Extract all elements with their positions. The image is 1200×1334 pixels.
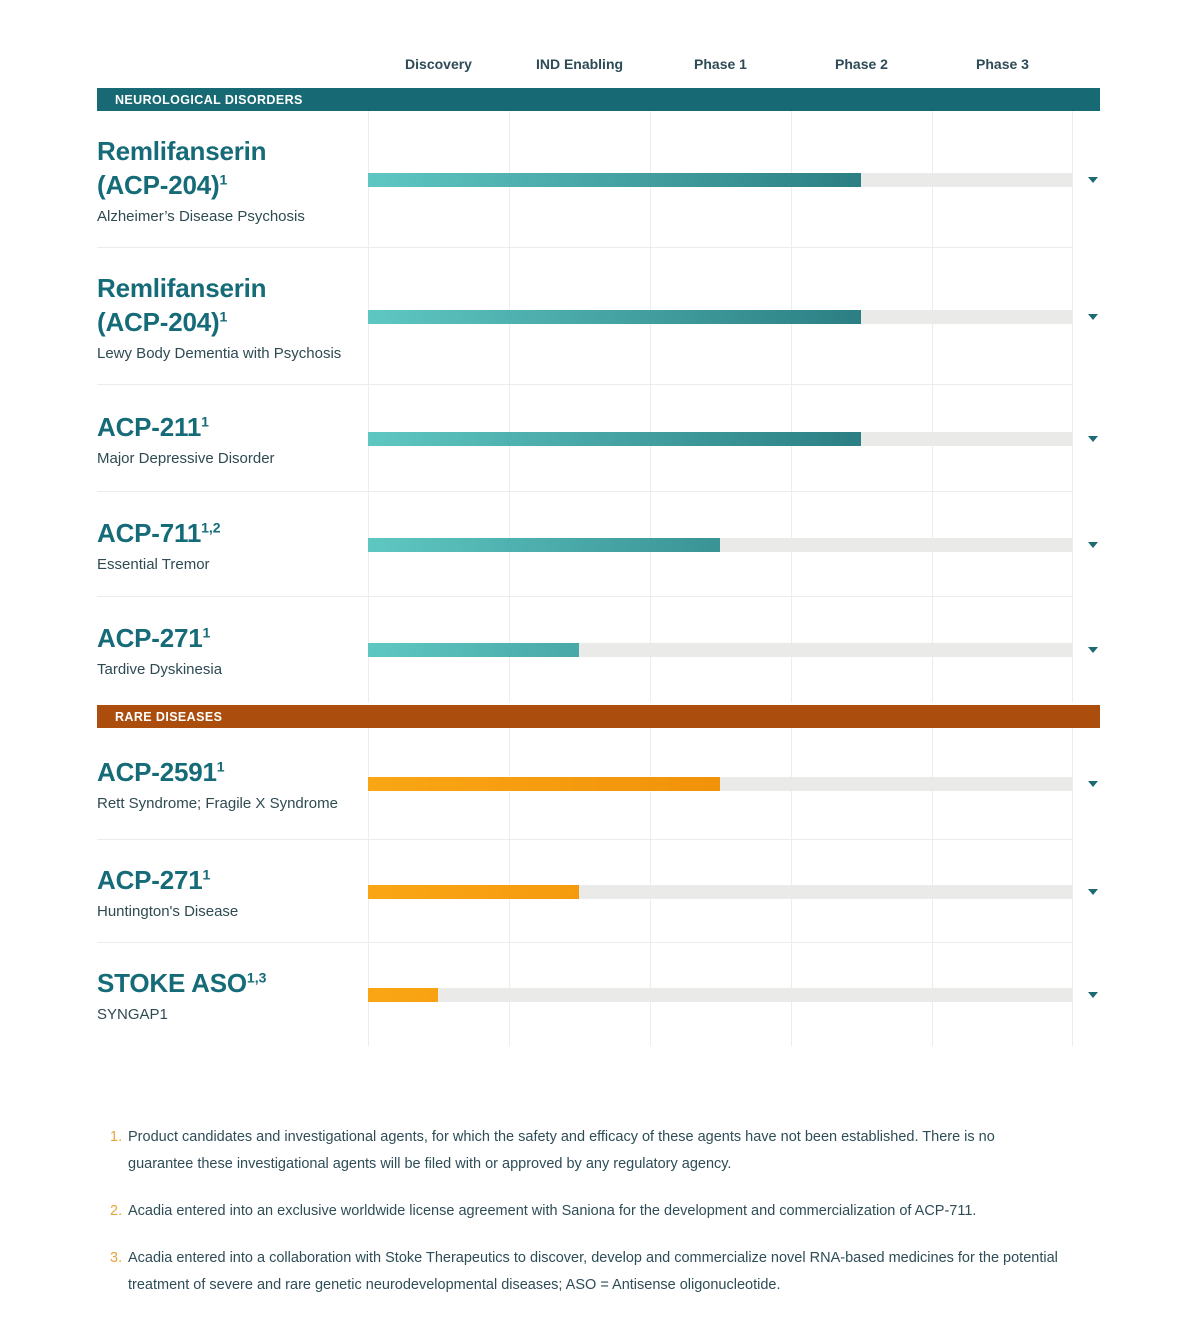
footnote-marker: 1,3 (246, 968, 267, 985)
program-indication: Tardive Dyskinesia (97, 660, 223, 678)
program-label (97, 966, 368, 1024)
progress-bar-track (368, 885, 1072, 899)
section-neurological-disorders (97, 111, 1100, 702)
progress-grid (368, 248, 1073, 385)
program-name: ACP-711$^{1,2}$ (97, 517, 221, 548)
program-row (97, 597, 1100, 702)
program-label (97, 863, 368, 921)
progress-bar-track (368, 538, 1072, 552)
program-label (97, 134, 368, 226)
program-row (97, 943, 1100, 1046)
progress-grid (368, 943, 1073, 1046)
program-name: Remlifanserin $(ACP-204)^1$ (97, 135, 267, 200)
program-label (97, 755, 368, 813)
chevron-down-icon[interactable] (1088, 889, 1098, 895)
progress-bar-fill (368, 310, 861, 324)
footnote-marker: 1,2 (201, 518, 221, 535)
program-row (97, 248, 1100, 385)
footnote-item (110, 1124, 1070, 1178)
phase-header (368, 0, 1073, 88)
progress-bar-fill (368, 643, 579, 657)
program-row (97, 728, 1100, 840)
chevron-down-icon[interactable] (1088, 314, 1098, 320)
footnote-item (110, 1198, 1070, 1225)
progress-bar-fill (368, 777, 720, 791)
section-banner-neurological-disorders: NEUROLOGICAL DISORDERS (97, 88, 1100, 111)
program-name: ACP-$271^1$ (97, 864, 211, 895)
program-indication: Lewy Body Dementia with Psychosis (97, 344, 342, 362)
chevron-down-icon[interactable] (1088, 781, 1098, 787)
section-banner-rare-diseases: RARE DISEASES (97, 705, 1100, 728)
chevron-down-icon[interactable] (1088, 177, 1098, 183)
program-label (97, 516, 368, 574)
footnote-marker: 1 (201, 412, 209, 429)
footnote-marker: 1 (216, 758, 225, 775)
program-indication: SYNGAP1 (97, 1005, 168, 1023)
pipeline-chart (97, 0, 1100, 1046)
row-expand (1073, 781, 1100, 787)
program-indication: Essential Tremor (97, 555, 210, 573)
row-expand (1073, 647, 1100, 653)
progress-bar-fill (368, 988, 438, 1002)
chevron-down-icon[interactable] (1088, 436, 1098, 442)
progress-bar-track (368, 432, 1072, 446)
phase-header-phase1: Phase 1 (694, 56, 747, 72)
progress-bar-track (368, 643, 1072, 657)
program-name: ACP-2591$^1$ (97, 757, 225, 787)
program-row (97, 492, 1100, 597)
program-label (97, 621, 368, 679)
section-rare-diseases (97, 728, 1100, 1046)
progress-grid (368, 385, 1073, 492)
phase-header-ind-enabling: IND Enabling (535, 56, 624, 72)
progress-bar-track (368, 310, 1072, 324)
program-name: ACP-$271^1$ (97, 622, 211, 653)
footnotes (110, 1124, 1070, 1319)
progress-bar-track (368, 777, 1072, 791)
program-indication: Major Depressive Disorder (97, 449, 275, 467)
chevron-down-icon[interactable] (1088, 992, 1098, 998)
program-name: STOKE ASO$^{1,3}$ (97, 967, 267, 998)
program-row (97, 385, 1100, 492)
footnote-text: Product candidates and investigational agents, for which the safety and efficacy of these agents have not been established. There is no guarantee these investigational agents will be filed with or approved by any regulatory agency. (128, 1129, 995, 1172)
phase-header-phase2: Phase 2 (835, 56, 888, 72)
row-expand (1073, 889, 1100, 895)
progress-grid (368, 597, 1073, 702)
progress-grid (368, 728, 1073, 840)
phase-header-discovery: Discovery (405, 56, 472, 72)
chevron-down-icon[interactable] (1088, 647, 1098, 653)
program-name: ACP-$211^1$ (97, 411, 209, 442)
row-expand (1073, 177, 1100, 183)
progress-grid (368, 111, 1073, 248)
row-expand (1073, 436, 1100, 442)
footnote-text: Acadia entered into an exclusive worldwide license agreement with Saniona for the development and commercialization of ACP-711. (128, 1203, 977, 1219)
row-expand (1073, 314, 1100, 320)
progress-grid (368, 492, 1073, 597)
progress-bar-track (368, 988, 1072, 1002)
progress-bar-track (368, 173, 1072, 187)
row-expand (1073, 542, 1100, 548)
progress-bar-fill (368, 538, 720, 552)
program-indication: Huntington's Disease (97, 902, 239, 920)
footnote-marker: 1 (202, 623, 211, 640)
progress-bar-fill (368, 885, 579, 899)
footnote-text: Acadia entered into a collaboration with Stoke Therapeutics to discover, develop and commercialize novel RNA-based medicines for the potential treatment of severe and rare genetic neurodevelopmental diseases; ASO = Antisense oligonucleotide. (128, 1250, 1058, 1293)
row-expand (1073, 992, 1100, 998)
footnote-marker: 1 (219, 307, 228, 324)
program-row (97, 111, 1100, 248)
program-name: Remlifanserin $(ACP-204)^1$ (97, 272, 267, 337)
program-indication: Alzheimer’s Disease Psychosis (97, 207, 305, 225)
footnote-marker: 1 (202, 865, 211, 882)
phase-header-phase3: Phase 3 (976, 56, 1029, 72)
progress-bar-fill (368, 173, 861, 187)
chevron-down-icon[interactable] (1088, 542, 1098, 548)
progress-grid (368, 840, 1073, 943)
program-indication: Rett Syndrome; Fragile X Syndrome (97, 795, 338, 812)
footnote-number: 2. (110, 1203, 123, 1219)
footnote-number: 3. (110, 1250, 123, 1266)
footnote-number: 1. (110, 1129, 123, 1145)
program-label (97, 410, 368, 468)
footnote-item (110, 1245, 1070, 1299)
progress-bar-fill (368, 432, 861, 446)
footnote-marker: 1 (219, 170, 228, 187)
program-label (97, 271, 368, 363)
program-row (97, 840, 1100, 943)
